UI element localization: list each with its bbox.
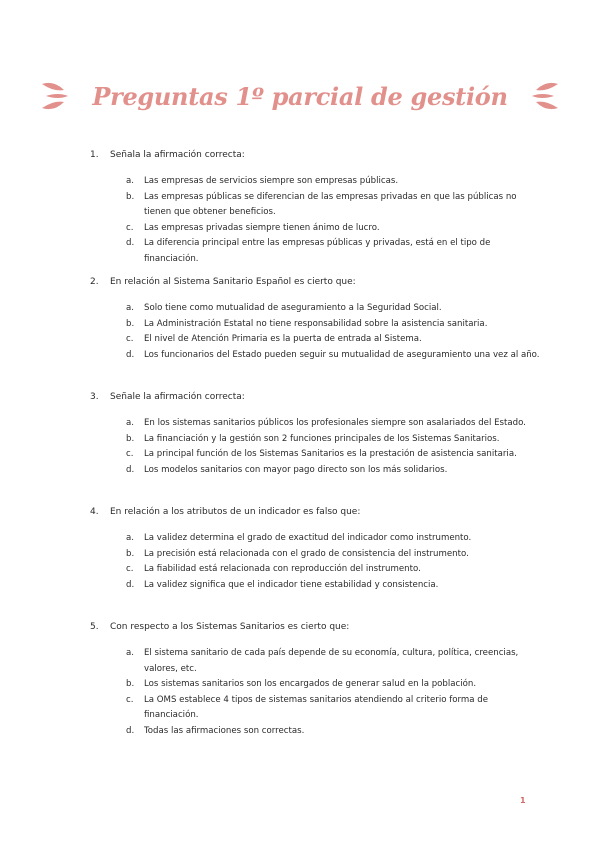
question-2 — [90, 275, 540, 363]
option-text: La Administración Estatal no tiene responsabilidad sobre la asistencia sanitaria. — [144, 318, 488, 329]
option-letter: b. — [126, 548, 135, 559]
question-number: 2. — [90, 277, 99, 287]
option-text: Todas las afirmaciones son correctas. — [144, 725, 305, 736]
option-text: El nivel de Atención Primaria es la puerta de entrada al Sistema. — [144, 334, 422, 344]
option-text: La diferencia principal entre las empresas públicas y privadas, está en el tipo de financiación. — [144, 238, 491, 264]
question-text: En relación a los atributos de un indicador es falso que: — [110, 507, 361, 517]
question-text: Señala la afirmación correcta: — [110, 150, 245, 160]
option-text: Los funcionarios del Estado pueden seguir su mutualidad de aseguramiento una vez al año. — [144, 349, 540, 360]
option-letter: c. — [126, 564, 134, 574]
answer-option — [126, 463, 540, 479]
question-number: 4. — [90, 507, 99, 517]
leaf-ornament-right-icon — [530, 78, 560, 114]
option-text: La validez determina el grado de exactitud del indicador como instrumento. — [144, 533, 472, 543]
option-text: Las empresas públicas se diferencian de las empresas privadas en que las públicas no tienen que obtener beneficios. — [144, 191, 517, 217]
question-number: 1. — [90, 150, 99, 160]
option-letter: d. — [126, 238, 135, 248]
option-text: La principal función de los Sistemas Sanitarios es la prestación de asistencia sanitaria. — [144, 449, 517, 459]
answer-option — [126, 677, 540, 693]
question-text: Señale la afirmación correcta: — [110, 392, 245, 402]
title-row — [0, 74, 600, 118]
answer-option — [126, 236, 540, 267]
option-letter: d. — [126, 725, 135, 736]
option-letter: b. — [126, 318, 135, 329]
option-letter: c. — [126, 222, 134, 233]
option-letter: a. — [126, 418, 134, 428]
option-text: En los sistemas sanitarios públicos los profesionales siempre son asalariados del Estado. — [144, 418, 526, 428]
option-text: La financiación y la gestión son 2 funciones principales de los Sistemas Sanitarios. — [144, 433, 500, 444]
option-letter: c. — [126, 449, 134, 459]
question-4 — [90, 505, 540, 593]
answer-option — [126, 646, 540, 677]
page-title: Preguntas 1º parcial de gestión — [92, 81, 508, 111]
answer-option — [126, 221, 540, 237]
option-text: El sistema sanitario de cada país depende de su economía, cultura, política, creencias, valores, etc. — [144, 648, 519, 674]
option-letter: c. — [126, 694, 134, 705]
option-letter: d. — [126, 579, 135, 590]
option-letter: b. — [126, 433, 135, 444]
answer-option — [126, 174, 540, 190]
question-number: 5. — [90, 622, 99, 632]
question-number: 3. — [90, 392, 99, 402]
question-text: Con respecto a los Sistemas Sanitarios es cierto que: — [110, 622, 350, 632]
option-text: La OMS establece 4 tipos de sistemas sanitarios atendiendo al criterio forma de financiación. — [144, 694, 488, 720]
question-5 — [90, 620, 540, 739]
option-text: Las empresas privadas siempre tienen ánimo de lucro. — [144, 222, 380, 233]
option-letter: a. — [126, 303, 134, 313]
option-text: Las empresas de servicios siempre son empresas públicas. — [144, 176, 399, 186]
answer-option — [126, 317, 540, 333]
answer-option — [126, 724, 540, 740]
answer-option — [126, 531, 540, 547]
answer-option — [126, 332, 540, 348]
option-letter: a. — [126, 533, 134, 543]
question-text: En relación al Sistema Sanitario Español es cierto que: — [110, 277, 356, 287]
question-3 — [90, 390, 540, 478]
option-letter: b. — [126, 191, 135, 202]
answer-option — [126, 447, 540, 463]
option-text: Solo tiene como mutualidad de aseguramiento a la Seguridad Social. — [144, 303, 442, 313]
answer-option — [126, 348, 540, 364]
option-letter: a. — [126, 176, 134, 186]
leaf-ornament-left-icon — [40, 78, 70, 114]
answer-option — [126, 578, 540, 594]
page-number: 1 — [520, 796, 526, 805]
option-text: La fiabilidad está relacionada con reproducción del instrumento. — [144, 564, 421, 574]
answer-option — [126, 416, 540, 432]
answer-option — [126, 693, 540, 724]
answer-option — [126, 432, 540, 448]
option-letter: b. — [126, 679, 135, 689]
option-text: Los modelos sanitarios con mayor pago directo son los más solidarios. — [144, 464, 448, 475]
option-letter: c. — [126, 334, 134, 344]
question-1 — [90, 148, 540, 267]
option-text: La precisión está relacionada con el grado de consistencia del instrumento. — [144, 548, 469, 559]
option-letter: d. — [126, 464, 135, 475]
option-letter: d. — [126, 349, 135, 360]
option-text: La validez significa que el indicador tiene estabilidad y consistencia. — [144, 579, 439, 590]
answer-option — [126, 547, 540, 563]
option-letter: a. — [126, 648, 134, 658]
answer-option — [126, 301, 540, 317]
option-text: Los sistemas sanitarios son los encargados de generar salud en la población. — [144, 679, 477, 689]
answer-option — [126, 190, 540, 221]
answer-option — [126, 562, 540, 578]
